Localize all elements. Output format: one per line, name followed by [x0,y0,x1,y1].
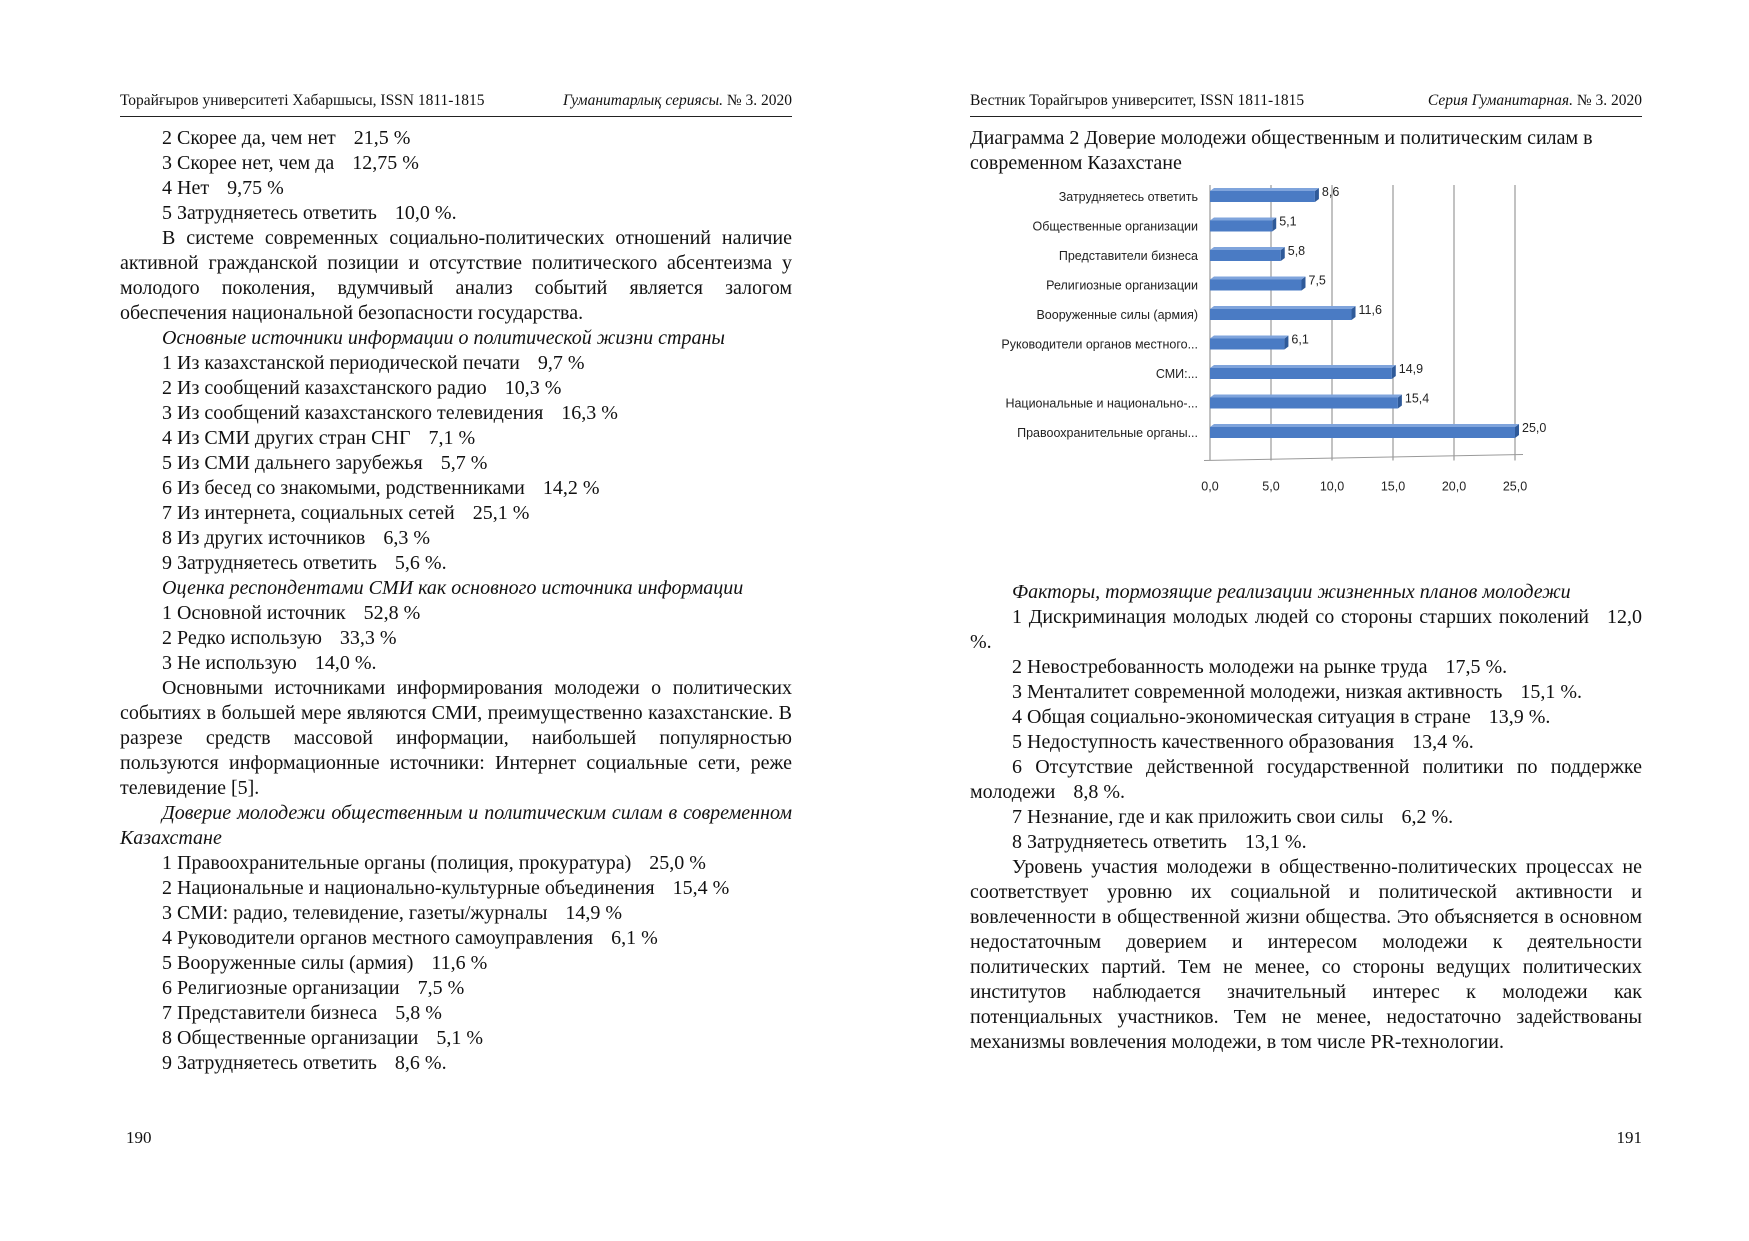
list-item-text: 5 Вооруженные силы (армия) [162,952,414,974]
x-tick-label: 20,0 [1441,479,1467,494]
running-head-right-page [970,92,1642,117]
series-issue: Гуманитарлық сериясы. № 3. 2020 [563,92,792,109]
category-label: Религиозные организации [1046,278,1198,293]
bar [1210,221,1272,232]
page-number: 191 [1616,1128,1642,1147]
list-item [120,526,792,551]
list-item-value: 16,3 % [561,402,618,424]
chart-category-labels [1001,190,1198,440]
list-item [120,951,792,976]
list-item [120,601,792,626]
section-heading: Основные источники информации о политической жизни страны [162,327,725,349]
list-item-value: 14,9 % [565,902,623,924]
bar [1210,309,1352,320]
list-item-value: 13,4 %. [1412,731,1474,753]
running-head-left-page [120,92,792,117]
list-item [120,926,792,951]
bar [1210,368,1392,379]
list-item-value: 5,6 %. [394,552,447,574]
list-item-text: 6 Из бесед со знакомыми, родственниками [162,477,525,499]
list-item-value: 15,4 % [672,877,730,899]
chart-floor [1204,455,1523,461]
list-item [120,551,792,576]
list-item-text: 2 Национальные и национально-культурные объединения [162,877,655,899]
list-item-value: 14,0 %. [314,652,377,674]
category-label: СМИ:... [1155,367,1198,381]
x-tick-label: 10,0 [1319,479,1345,494]
list-item-value: 11,6 % [431,952,488,974]
list-item-value: 25,1 % [472,502,530,524]
list-item-value: 14,2 % [542,477,600,499]
list-item [120,451,792,476]
bar [1210,280,1302,291]
category-label: Правоохранительные органы... [1017,426,1198,440]
list-item-text: 2 Скорее да, чем нет [162,127,336,149]
list-item-text: 7 Из интернета, социальных сетей [162,502,455,524]
list-item-text: 4 Общая социально-экономическая ситуация в стране [1012,706,1471,728]
list-item [970,680,1642,705]
list-item-text: 6 Религиозные организации [162,977,400,999]
list-item-value: 7,5 % [417,977,465,999]
paragraph: В системе современных социально-политических отношений наличие активной гражданской позиции и отсутствие политического абсентеизма у молодого поколения, вдумчивый анализ событий является залогом обеспечения национальной безопасности государства. [120,227,792,324]
list-item-text: 8 Общественные организации [162,1027,419,1049]
list-item-text: 8 Затрудняетесь ответить [1012,831,1227,853]
list-item [120,201,792,226]
value-label: 14,9 [1398,362,1424,376]
list-item [120,176,792,201]
list-item-text: 4 Руководители органов местного самоуправления [162,927,594,949]
list-item [970,730,1642,755]
list-item-value: 15,1 %. [1520,681,1583,703]
value-label: 7,5 [1308,273,1326,288]
list-item-text: 1 Дискриминация молодых людей со стороны старших поколений [1012,606,1589,628]
list-item [120,651,792,676]
bar [1210,250,1281,261]
list-item-text: 4 Из СМИ других стран СНГ [162,427,411,449]
value-label: 25,0 [1522,421,1547,435]
list-item [120,501,792,526]
category-label: Вооруженные силы (армия) [1036,308,1198,322]
list-item [120,126,792,151]
list-item-value: 6,2 %. [1401,806,1454,828]
value-label: 5,8 [1287,244,1306,258]
category-label: Представители бизнеса [1058,249,1198,263]
value-label: 11,6 [1358,303,1382,317]
section-heading: Оценка респондентами СМИ как основного источника информации [162,577,744,599]
list-item-value: 9,75 % [227,177,284,199]
list-item [120,1026,792,1051]
list-item [120,901,792,926]
value-label: 5,1 [1279,214,1297,229]
list-item [120,376,792,401]
series-issue: Серия Гуманитарная. № 3. 2020 [1427,92,1642,109]
bar-top [1210,218,1276,221]
x-tick-label: 5,0 [1262,479,1280,494]
category-label: Национальные и национально-... [1005,396,1198,411]
bar-chart [970,185,1642,535]
list-item-text: 7 Представители бизнеса [162,1002,378,1024]
paragraph: Основными источниками информирования молодежи о политических событиях в большей мере являются СМИ, преимущественно казахстанские. В разрезе средств массовой информации, наибольшей популярностью пользуются информационные источники: Интернет социальные сети, реже телевидение [5]. [120,677,792,799]
bar [1210,339,1284,350]
bar-top [1210,306,1356,309]
list-item-value: 10,3 % [504,377,562,399]
section-heading: Доверие молодежи общественным и политическим силам в современном Казахстане [120,802,792,849]
list-item-value: 10,0 %. [394,202,457,224]
list-item-text: 3 Менталитет современной молодежи, низкая активность [1012,681,1503,703]
list-item-value: 8,6 %. [394,1052,447,1074]
list-item-text: 8 Из других источников [162,527,366,549]
list-item-value: 9,7 % [537,352,585,374]
list-item [970,755,1642,805]
bar-top [1210,188,1319,191]
list-item-value: 8,8 %. [1073,781,1126,803]
bar-top [1210,247,1285,250]
list-item-value: 6,1 % [611,927,658,949]
list-item [120,1051,792,1076]
paragraph: Уровень участия молодежи в общественно-политических процессах не соответствует уровню их социальной и политической активности и вовлеченности в общественной жизни общества. Это объясняется в основном недостаточным доверием и интересом молодежи к деятельности политических партий. Тем не менее, со стороны ведущих политических институтов наблюдается значительный интерес к молодежи как потенциальных участников. Тем не менее, недостаточно задействованы механизмы вовлечения молодежи, в том числе PR-технологии. [970,856,1642,1053]
list-item [970,605,1642,655]
list-item [970,705,1642,730]
left-page [120,0,792,1241]
list-item-text: 1 Основной источник [162,602,346,624]
list-item-text: 9 Затрудняетесь ответить [162,552,377,574]
list-item-text: 3 СМИ: радио, телевидение, газеты/журналы [162,902,548,924]
list-item-text: 3 Из сообщений казахстанского телевидения [162,402,544,424]
list-item-value: 33,3 % [339,627,397,649]
list-item-text: 6 Отсутствие действенной государственной политики по поддержке молодежи [970,756,1642,803]
value-label: 8,6 [1321,185,1340,199]
list-item [120,876,792,901]
diagram-title: Диаграмма 2 Доверие молодежи общественным и политическим силам в современном Казахстане [970,127,1593,174]
bar-top [1210,277,1306,280]
bar [1210,191,1315,202]
bar [1210,427,1515,438]
list-item [970,830,1642,855]
list-item-value: 6,3 % [383,527,430,549]
list-item-text: 5 Затрудняетесь ответить [162,202,377,224]
list-item-value: 7,1 % [428,427,476,449]
bar-top [1210,336,1288,339]
list-item [120,351,792,376]
list-item-value: 12,75 % [352,152,419,174]
list-item [970,655,1642,680]
list-item-value: 5,8 % [395,1002,442,1024]
list-item-text: 3 Не использую [162,652,297,674]
list-item-value: 13,1 %. [1244,831,1307,853]
list-item [120,851,792,876]
list-item-text: 5 Из СМИ дальнего зарубежья [162,452,423,474]
bar [1210,398,1398,409]
list-item [120,476,792,501]
bar-top [1210,395,1402,398]
list-item-value: 25,0 % [649,852,706,874]
journal-name: Торайғыров университеті Хабаршысы, ISSN 1811-1815 [120,92,485,109]
list-item-text: 3 Скорее нет, чем да [162,152,335,174]
list-item [120,626,792,651]
list-item [120,976,792,1001]
list-item-text: 1 Правоохранительные органы (полиция, прокуратура) [162,852,632,874]
bar-top [1210,424,1519,427]
x-tick-label: 0,0 [1201,479,1219,494]
section-heading: Факторы, тормозящие реализации жизненных планов молодежи [1012,581,1571,603]
value-label: 15,4 [1404,391,1430,406]
list-item-value: 52,8 % [363,602,421,624]
list-item-value: 5,7 % [440,452,488,474]
x-tick-label: 15,0 [1380,479,1406,494]
list-item [120,1001,792,1026]
list-item-text: 4 Нет [162,177,210,199]
list-item [970,805,1642,830]
category-label: Руководители органов местного... [1001,337,1198,352]
journal-name: Вестник Торайгыров университет, ISSN 1811-1815 [970,92,1305,109]
list-item-text: 2 Из сообщений казахстанского радио [162,377,487,399]
right-body-text [970,580,1642,1055]
chart-tick-labels [1201,480,1527,494]
list-item [120,426,792,451]
left-body-text [120,126,792,1076]
right-page [970,0,1642,1241]
x-tick-label: 25,0 [1502,479,1528,494]
list-item-value: 12,0 %. [970,606,1642,653]
list-item [120,401,792,426]
value-label: 6,1 [1291,332,1309,347]
list-item-text: 9 Затрудняетесь ответить [162,1052,377,1074]
page-number: 190 [126,1128,152,1147]
category-label: Затрудняетесь ответить [1058,190,1198,204]
list-item [120,151,792,176]
category-label: Общественные организации [1032,219,1198,234]
bar-top [1210,365,1396,368]
list-item-value: 17,5 %. [1445,656,1508,678]
list-item-text: 7 Незнание, где и как приложить свои силы [1012,806,1384,828]
list-item-value: 21,5 % [353,127,411,149]
list-item-text: 5 Недоступность качественного образования [1012,731,1395,753]
list-item-value: 5,1 % [436,1027,483,1049]
list-item-text: 2 Редко использую [162,627,322,649]
list-item-text: 2 Невостребованность молодежи на рынке труда [1012,656,1428,678]
list-item-text: 1 Из казахстанской периодической печати [162,352,520,374]
list-item-value: 13,9 %. [1488,706,1551,728]
